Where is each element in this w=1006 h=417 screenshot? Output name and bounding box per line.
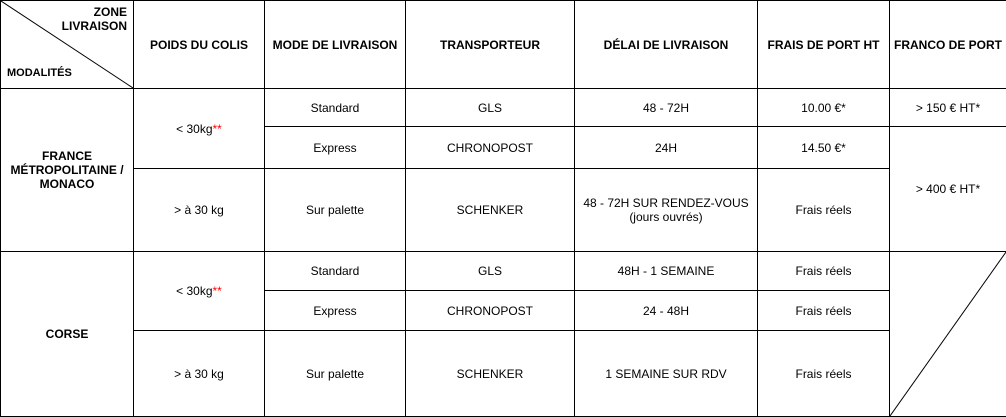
- carrier-cell: CHRONOPOST: [406, 291, 575, 331]
- zone-corse: CORSE: [1, 252, 134, 417]
- delay-cell: 24 - 48H: [575, 291, 758, 331]
- col-header-poids: POIDS DU COLIS: [134, 1, 265, 89]
- table-row: [1, 252, 1006, 291]
- table-row: [1, 169, 1006, 252]
- col-header-delai: DÉLAI DE LIVRAISON: [575, 1, 758, 89]
- delay-cell: 48H - 1 SEMAINE: [575, 252, 758, 291]
- modalites-label: MODALITÉS: [7, 66, 72, 80]
- franco-cell: > 150 € HT*: [890, 89, 1006, 127]
- carrier-cell: CHRONOPOST: [406, 127, 575, 169]
- carrier-cell: GLS: [406, 89, 575, 127]
- weight-heavy-france: > à 30 kg: [134, 169, 265, 252]
- franco-not-applicable-cell: [890, 252, 1006, 417]
- delay-cell: 1 SEMAINE SUR RDV: [575, 331, 758, 417]
- fee-cell: Frais réels: [758, 169, 890, 252]
- delay-cell: 48 - 72H: [575, 89, 758, 127]
- fee-cell: 14.50 €*: [758, 127, 890, 169]
- col-header-mode: MODE DE LIVRAISON: [265, 1, 406, 89]
- mode-cell: Express: [265, 127, 406, 169]
- col-header-frais: FRAIS DE PORT HT: [758, 1, 890, 89]
- corner-header-cell: [1, 1, 134, 89]
- carrier-cell: SCHENKER: [406, 169, 575, 252]
- zone-livraison-label: ZONE LIVRAISON: [62, 5, 127, 33]
- mode-cell: Standard: [265, 252, 406, 291]
- header-row: [1, 1, 1006, 89]
- delay-cell: 24H: [575, 127, 758, 169]
- fee-cell: Frais réels: [758, 291, 890, 331]
- carrier-cell: GLS: [406, 252, 575, 291]
- zone-france: FRANCE MÉTROPOLITAINE / MONACO: [1, 89, 134, 252]
- mode-cell: Express: [265, 291, 406, 331]
- table-row: [1, 89, 1006, 127]
- fee-cell: 10.00 €*: [758, 89, 890, 127]
- diagonal-slash: [890, 252, 1006, 416]
- mode-cell: Standard: [265, 89, 406, 127]
- carrier-cell: SCHENKER: [406, 331, 575, 417]
- franco-cell: > 400 € HT*: [890, 127, 1006, 252]
- mode-cell: Sur palette: [265, 169, 406, 252]
- weight-light-corse: < 30kg**: [134, 252, 265, 331]
- table-row: [1, 331, 1006, 417]
- weight-light-france: < 30kg**: [134, 89, 265, 169]
- fee-cell: Frais réels: [758, 331, 890, 417]
- fee-cell: Frais réels: [758, 252, 890, 291]
- mode-cell: Sur palette: [265, 331, 406, 417]
- col-header-transporteur: TRANSPORTEUR: [406, 1, 575, 89]
- delay-cell: 48 - 72H SUR RENDEZ-VOUS (jours ouvrés): [575, 169, 758, 252]
- col-header-franco: FRANCO DE PORT: [890, 1, 1006, 89]
- weight-heavy-corse: > à 30 kg: [134, 331, 265, 417]
